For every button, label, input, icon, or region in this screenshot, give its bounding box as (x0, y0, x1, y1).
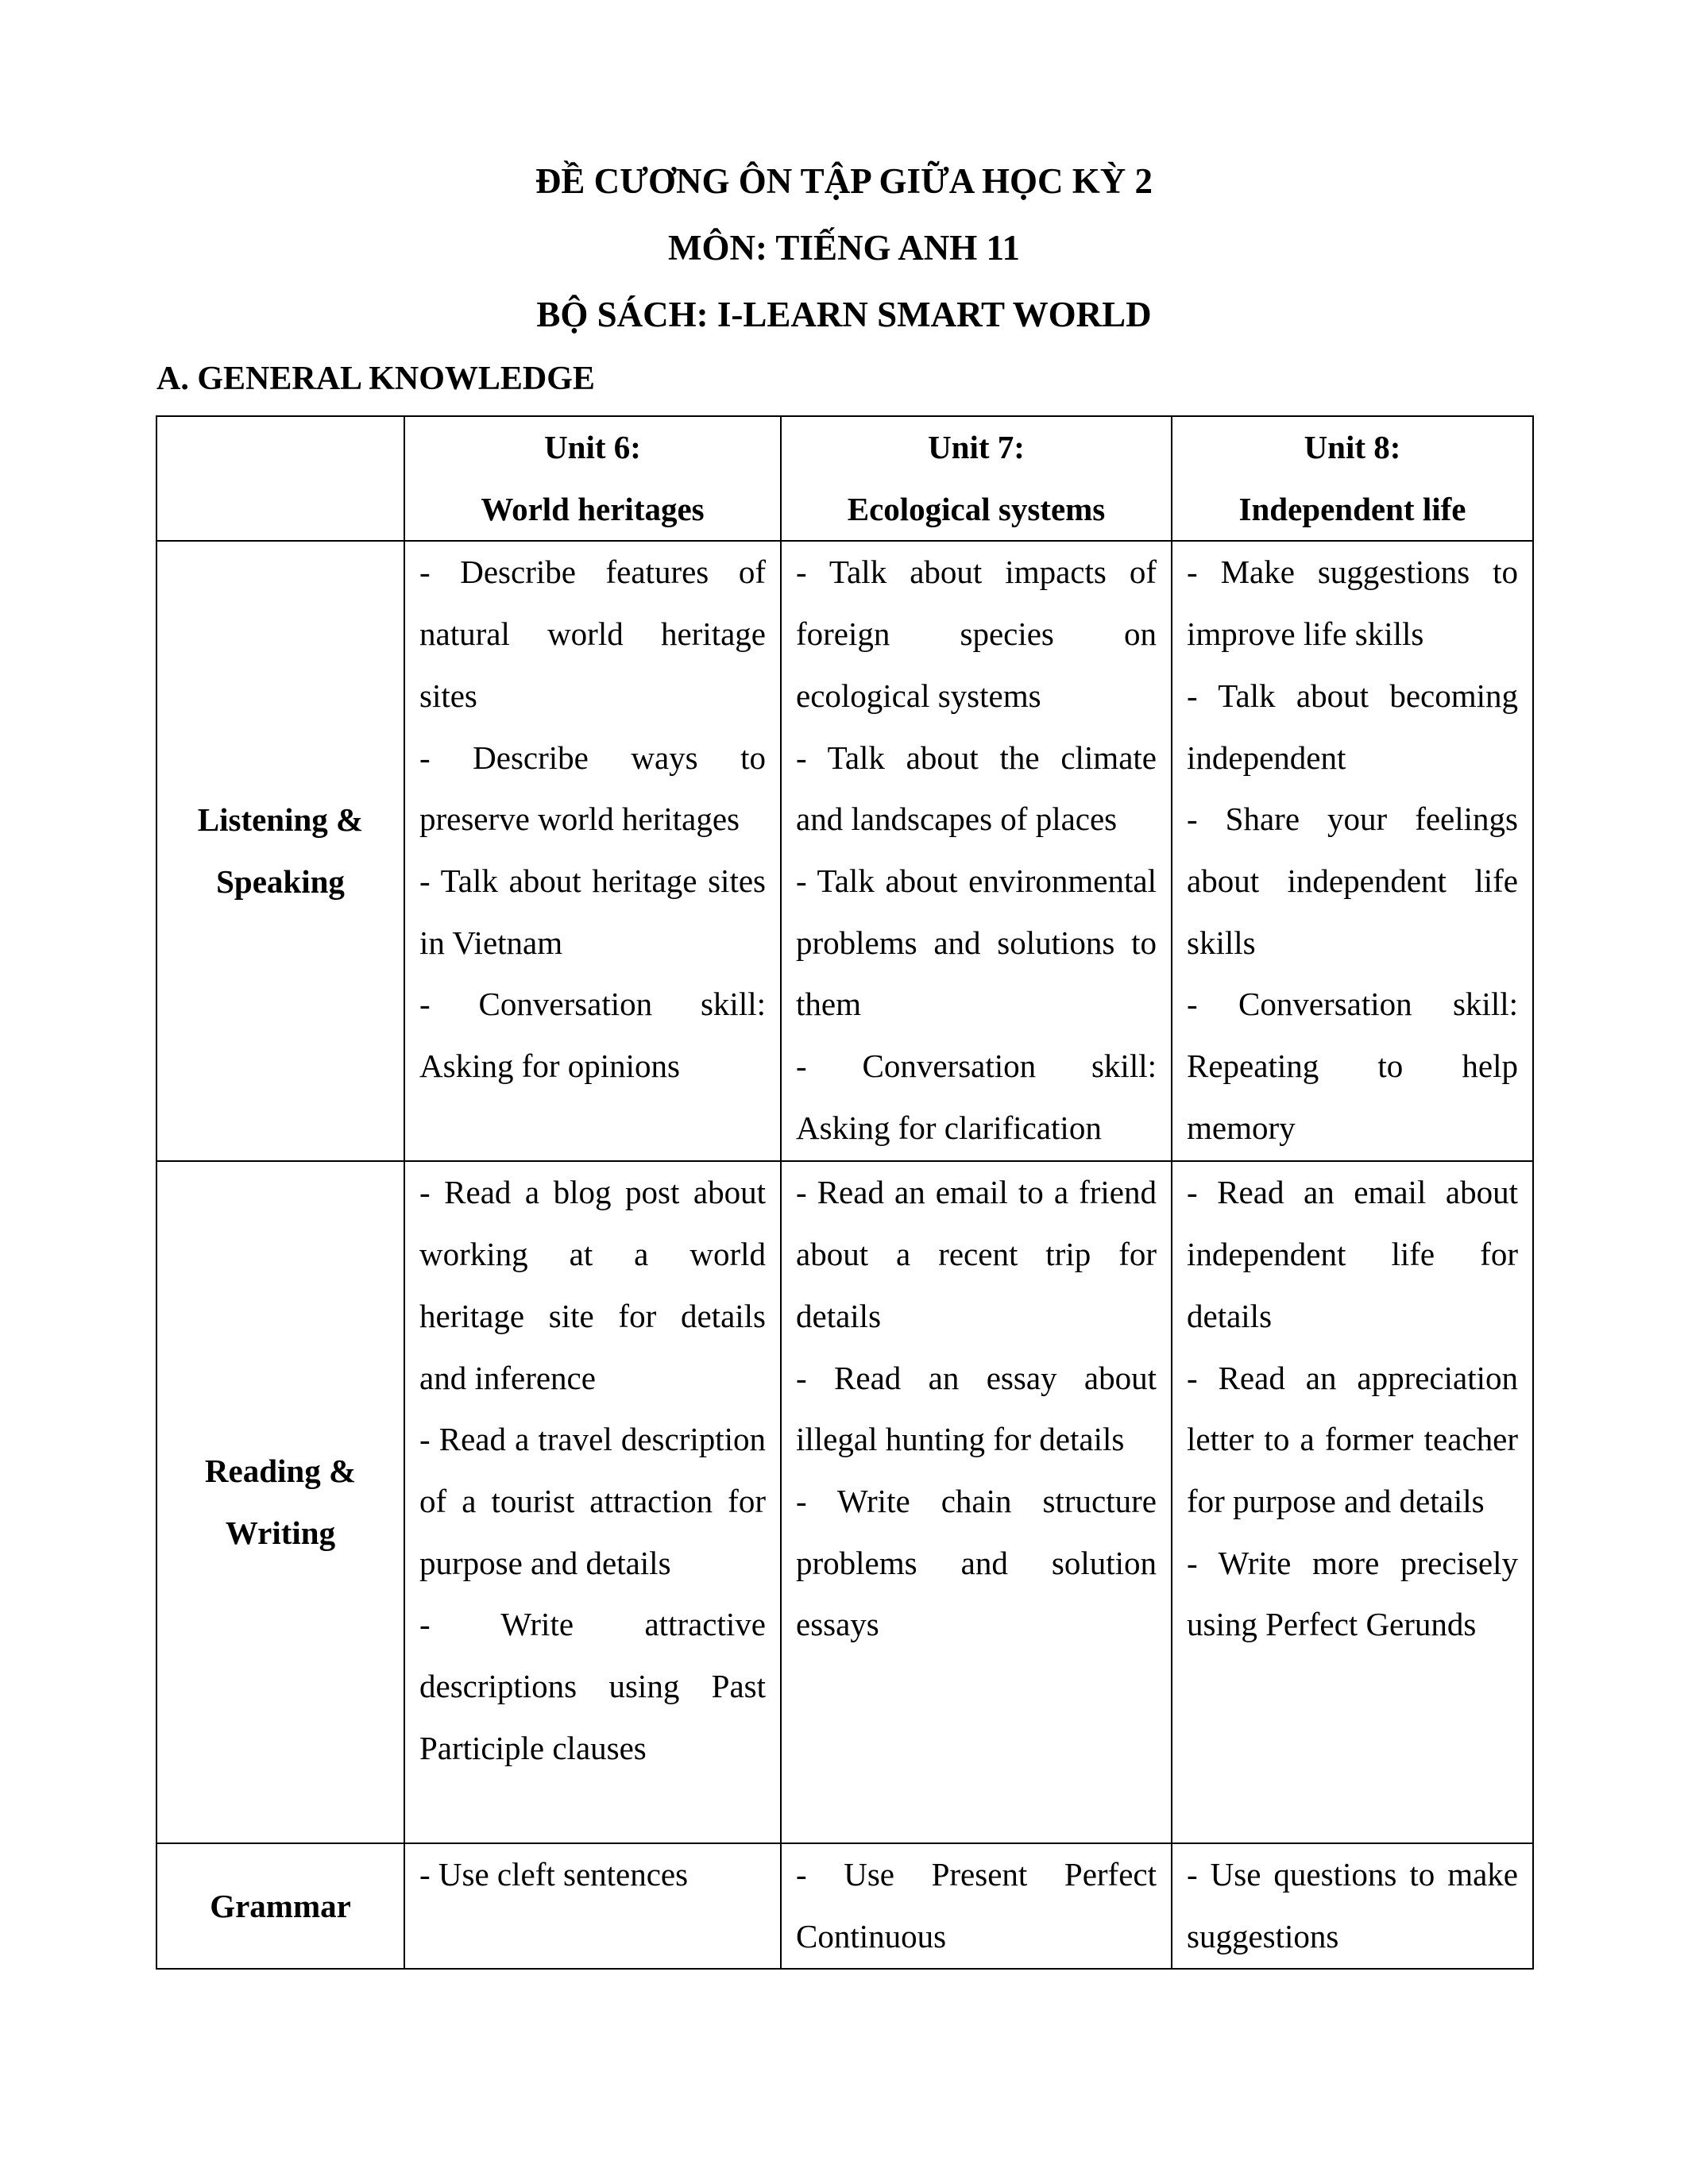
cell-unit-7-listening-speaking (781, 541, 1172, 1161)
row-label-grammar (156, 1843, 404, 1969)
list-item: - Read an email to a friend about a recent trip for details (796, 1174, 1157, 1334)
list-item: - Use cleft sentences (419, 1856, 689, 1893)
cell-unit-6-grammar (404, 1843, 781, 1969)
list-item: - Conversation skill: Asking for opinions (419, 986, 766, 1085)
row-label-listening-speaking (156, 541, 404, 1161)
document-title-line-1: ĐỀ CƯƠNG ÔN TẬP GIỮA HỌC KỲ 2 (535, 161, 1153, 201)
table-row-listening-speaking (156, 541, 1533, 1161)
list-item: - Use Present Perfect Continuous (796, 1856, 1157, 1955)
row-label-line: Reading & (204, 1453, 357, 1490)
list-item: - Read an email about independent life for details (1187, 1174, 1518, 1334)
list-item: - Talk about the climate and landscapes of places (796, 739, 1157, 838)
cell-unit-8-listening-speaking (1172, 541, 1533, 1161)
list-item: - Conversation skill: Asking for clarification (796, 1048, 1157, 1146)
cell-unit-7-grammar (781, 1843, 1172, 1969)
row-label-line: Listening & (197, 801, 364, 839)
list-item: - Describe ways to preserve world heritages (419, 739, 766, 838)
column-header-unit-8 (1172, 416, 1533, 541)
section-heading-general-knowledge: A. GENERAL KNOWLEDGE (156, 361, 595, 397)
row-label-line: Writing (225, 1514, 336, 1551)
cell-unit-8-reading-writing (1172, 1161, 1533, 1843)
list-item: - Make suggestions to improve life skills (1187, 554, 1518, 653)
list-item: - Use questions to make suggestions (1187, 1856, 1518, 1955)
list-item: - Read an appreciation letter to a former teacher for purpose and details (1187, 1359, 1518, 1519)
column-unit-label: Unit 6: (544, 429, 641, 465)
document-title-line-2: MÔN: TIẾNG ANH 11 (668, 228, 1020, 268)
column-topic-label: World heritages (481, 490, 705, 527)
cell-unit-8-grammar (1172, 1843, 1533, 1969)
column-topic-label: Independent life (1238, 490, 1466, 527)
list-item: - Write attractive descriptions using Past Participle clauses (419, 1606, 766, 1766)
column-header-unit-6 (404, 416, 781, 541)
table-header-row (156, 416, 1533, 541)
list-item: - Talk about heritage sites in Vietnam (419, 862, 766, 961)
document-title-line-3: BỘ SÁCH: I-LEARN SMART WORLD (536, 295, 1152, 334)
list-item: - Write chain structure problems and solution essays (796, 1482, 1157, 1643)
cell-unit-7-reading-writing (781, 1161, 1172, 1843)
row-label-line: Speaking (216, 862, 345, 900)
list-item: - Read an essay about illegal hunting for details (796, 1359, 1157, 1458)
general-knowledge-table (156, 415, 1534, 1970)
list-item: - Talk about impacts of foreign species on ecological systems (796, 554, 1157, 714)
list-item: - Share your feelings about independent life skills (1187, 801, 1518, 961)
list-item: - Talk about environmental problems and solutions to them (796, 862, 1157, 1023)
cell-unit-6-reading-writing (404, 1161, 781, 1843)
table-corner-cell (156, 416, 404, 541)
column-topic-label: Ecological systems (847, 490, 1106, 527)
column-unit-label: Unit 7: (928, 429, 1025, 465)
table-row-grammar (156, 1843, 1533, 1969)
list-item: - Conversation skill: Repeating to help memory (1187, 986, 1518, 1146)
list-item: - Read a blog post about working at a world heritage site for details and inference (419, 1174, 766, 1396)
cell-unit-6-listening-speaking (404, 541, 781, 1161)
column-header-unit-7 (781, 416, 1172, 541)
row-label-line: Grammar (210, 1887, 351, 1924)
list-item: - Write more precisely using Perfect Gerunds (1187, 1544, 1518, 1643)
list-item: - Read a travel description of a tourist attraction for purpose and details (419, 1421, 766, 1581)
row-label-reading-writing (156, 1161, 404, 1843)
column-unit-label: Unit 8: (1304, 429, 1401, 465)
table-row-reading-writing (156, 1161, 1533, 1843)
list-item: - Describe features of natural world heritage sites (419, 554, 766, 714)
list-item: - Talk about becoming independent (1187, 677, 1518, 776)
